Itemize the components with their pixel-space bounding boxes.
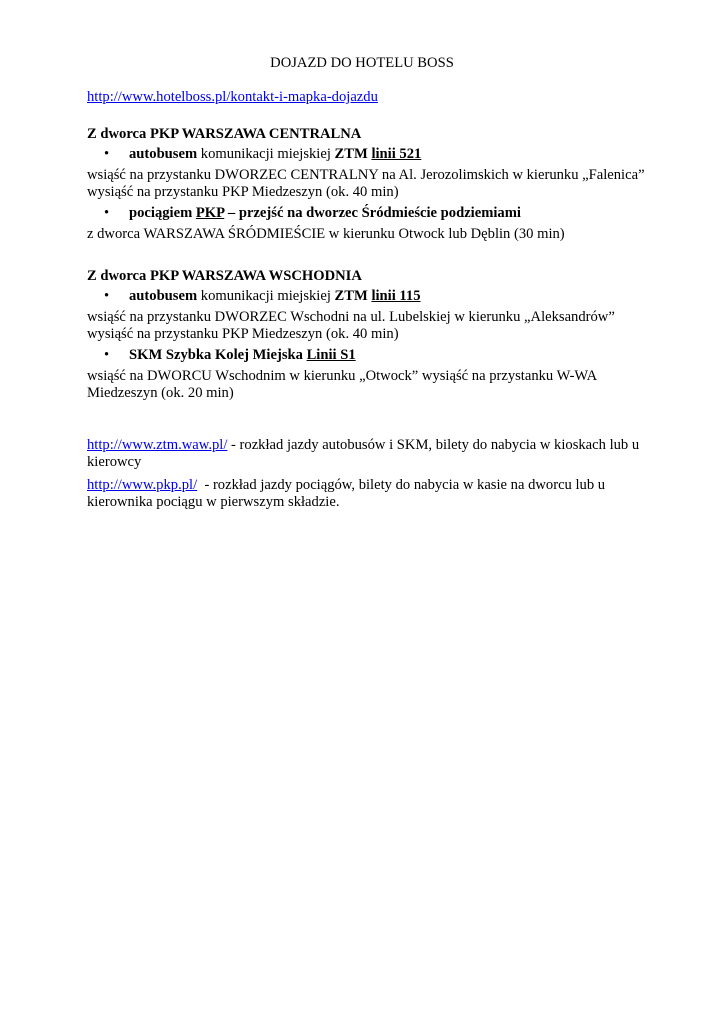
train-details: z dworca WARSZAWA ŚRÓDMIEŚCIE w kierunku Otwock lub Dęblin (30 min) — [87, 226, 565, 242]
section-heading-centralna: Z dworca PKP WARSZAWA CENTRALNA — [87, 126, 362, 142]
timetable-links — [87, 437, 647, 511]
bus-line-115: linii 115 — [371, 288, 421, 304]
hotel-link-line — [87, 89, 647, 106]
list-item-bus-115: • autobusem komunikacji miejskiej ZTM linii 115 — [104, 288, 421, 304]
document-page — [87, 55, 647, 517]
skm-line-s1: Linii S1 — [306, 347, 356, 363]
bullet-icon: • — [104, 205, 110, 221]
page-title: DOJAZD DO HOTELU BOSS — [270, 55, 454, 71]
skm-details: wsiąść na DWORCU Wschodnim w kierunku „Otwock” wysiąść na przystanku W-WA Miedzeszyn (ok. 20 min) — [87, 368, 597, 401]
bullet-icon: • — [104, 146, 110, 162]
pkp-link[interactable]: http://www.pkp.pl/ — [87, 477, 198, 493]
list-item-skm: • SKM Szybka Kolej Miejska Linii S1 — [104, 347, 356, 363]
bullet-icon: • — [104, 347, 110, 363]
ztm-link[interactable]: http://www.ztm.waw.pl/ — [87, 437, 228, 453]
list-item-bus-521: • autobusem komunikacji miejskiej ZTM linii 521 — [104, 146, 422, 162]
hotel-directions-link[interactable]: http://www.hotelboss.pl/kontakt-i-mapka-dojazdu — [87, 89, 378, 105]
section-heading-wschodnia: Z dworca PKP WARSZAWA WSCHODNIA — [87, 268, 362, 284]
bus-115-details: wsiąść na przystanku DWORZEC Wschodni na ul. Lubelskiej w kierunku „Aleksandrów” wysiąść na przystanku PKP Miedzeszyn (ok. 40 min) — [87, 309, 615, 342]
pkp-link-line: http://www.pkp.pl/ - rozkład jazdy pociągów, bilety do nabycia w kasie na dworcu lub u kierownika pociągu w pierwszym składzie. — [87, 477, 609, 510]
list-item-train-pkp: • pociągiem PKP – przejść na dworzec Śródmieście podziemiami — [104, 205, 521, 221]
pkp-label: PKP — [195, 205, 225, 221]
bus-line-521: linii 521 — [371, 146, 422, 162]
bus-521-details: wsiąść na przystanku DWORZEC CENTRALNY na Al. Jerozolimskich w kierunku „Falenica” wysiąść na przystanku PKP Miedzeszyn (ok. 40 min) — [87, 167, 645, 200]
ztm-link-line: http://www.ztm.waw.pl/ - rozkład jazdy autobusów i SKM, bilety do nabycia w kioskach lub u kierowcy — [87, 437, 640, 470]
bullet-icon: • — [104, 288, 110, 304]
